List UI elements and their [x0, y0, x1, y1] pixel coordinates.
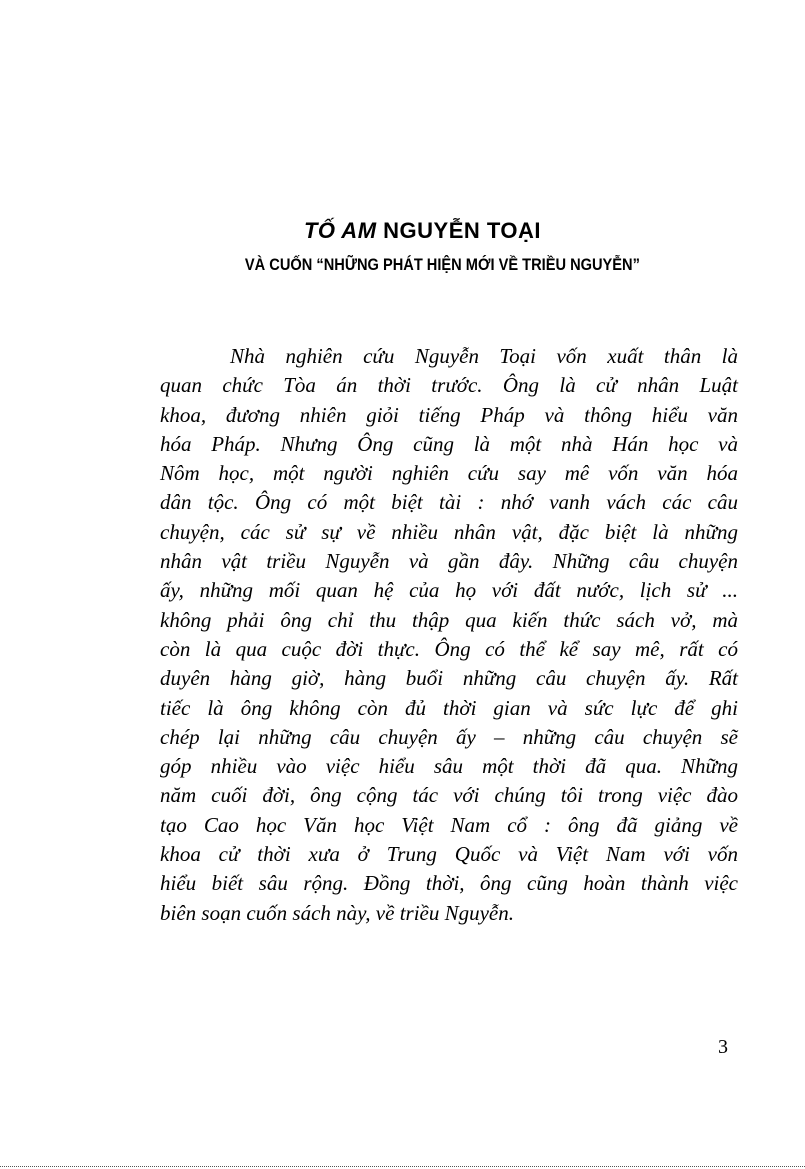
text-line: năm cuối đời, ông cộng tác với chúng tôi trong việc đào — [160, 783, 738, 808]
text-line: khoa cử thời xưa ở Trung Quốc và Việt Nam với vốn — [160, 842, 738, 867]
text-line: quan chức Tòa án thời trước. Ông là cử nhân Luật — [160, 373, 738, 398]
text-line: dân tộc. Ông có một biệt tài : nhớ vanh vách các câu — [160, 490, 738, 515]
text-line: nhân vật triều Nguyễn và gần đây. Những câu chuyện — [160, 549, 738, 574]
text-line: tiếc là ông không còn đủ thời gian và sức lực để ghi — [160, 695, 738, 720]
text-line: không phải ông chỉ thu thập qua kiến thức sách vở, mà — [160, 607, 738, 632]
text-line: khoa, đương nhiên giỏi tiếng Pháp và thông hiểu văn — [160, 402, 738, 427]
chapter-subtitle: VÀ CUỐN “NHỮNG PHÁT HIỆN MỚI VỀ TRIỀU NGUYỄN” — [244, 255, 640, 274]
text-line: tạo Cao học Văn học Việt Nam cổ : ông đã giảng về — [160, 812, 738, 837]
text-line: Nhà nghiên cứu Nguyễn Toại vốn xuất thân là — [230, 344, 738, 368]
text-line: ấy, những mối quan hệ của họ với đất nước, lịch sử ... — [160, 578, 738, 603]
text-line: còn là qua cuộc đời thực. Ông có thể kể say mê, rất có — [160, 636, 738, 661]
text-line: Nôm học, một người nghiên cứu say mê vốn văn hóa — [160, 461, 738, 486]
text-line: chép lại những câu chuyện ấy – những câu chuyện sẽ — [160, 724, 738, 749]
text-line: hiểu biết sâu rộng. Đồng thời, ông cũng hoàn thành việc — [160, 871, 738, 896]
text-line: góp nhiều vào việc hiểu sâu một thời đã qua. Những — [160, 754, 738, 779]
page-edge-divider — [0, 1166, 805, 1168]
author-pen-name: TỐ AM — [303, 218, 377, 243]
page-number: 3 — [718, 1036, 728, 1058]
chapter-title — [0, 218, 805, 244]
text-line: duyên hàng giờ, hàng buổi những câu chuyện ấy. Rất — [160, 666, 738, 691]
text-line: hóa Pháp. Nhưng Ông cũng là một nhà Hán học và — [160, 431, 738, 456]
text-line: biên soạn cuốn sách này, về triều Nguyễn. — [160, 900, 515, 925]
author-name: NGUYỄN TOẠI — [376, 218, 542, 243]
body-paragraph — [160, 342, 738, 928]
text-line: chuyện, các sử sự về nhiều nhân vật, đặc biệt là những — [160, 519, 738, 544]
